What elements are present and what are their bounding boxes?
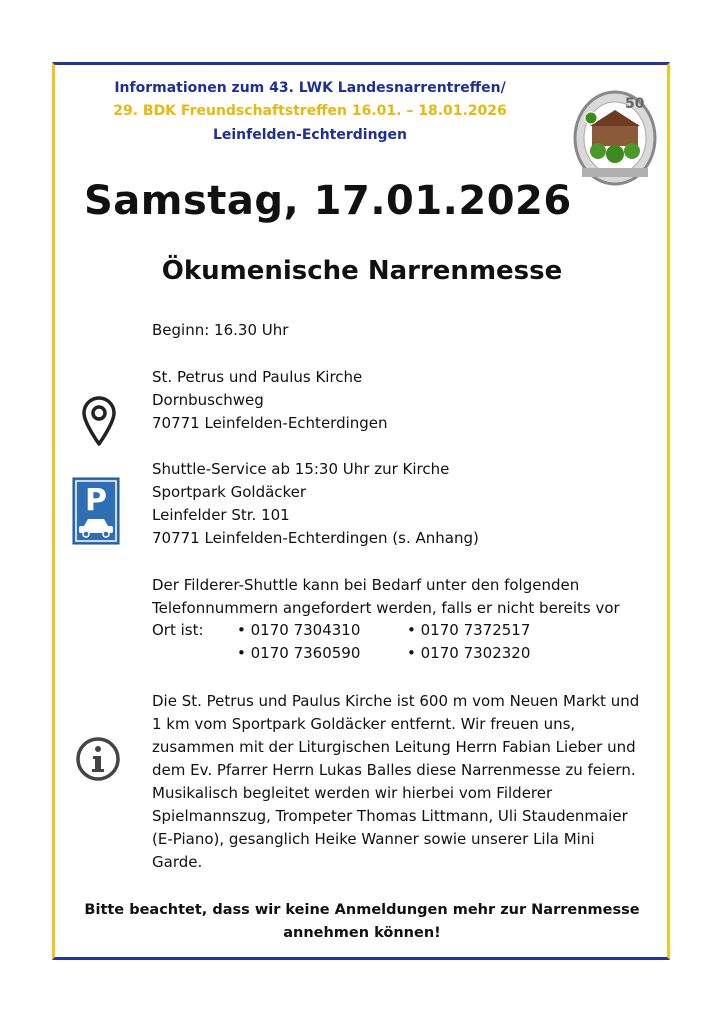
info-line: Die St. Petrus und Paulus Kirche ist 600 m vom Neuen Markt und	[152, 692, 640, 710]
shuttle-block	[152, 574, 620, 620]
shuttle-line-1: Der Filderer-Shuttle kann bei Bedarf unter den folgenden	[152, 576, 580, 594]
phone-number-2: • 0170 7372517	[407, 621, 531, 639]
info-line: zusammen mit der Liturgischen Leitung Herrn Fabian Lieber und	[152, 738, 636, 756]
event-title: Ökumenische Narrenmesse	[161, 256, 563, 286]
shuttle-prefix: Ort ist:	[152, 621, 204, 639]
info-icon	[75, 736, 121, 782]
info-line: Musikalisch begleitet werden wir hierbei vom Filderer	[152, 784, 553, 802]
header-line-2: 29. BDK Freundschaftstreffen 16.01. – 18.01.2026	[113, 103, 507, 119]
parking-sign-icon	[72, 477, 120, 545]
logo-badge: 50	[625, 96, 645, 112]
final-note	[70, 899, 654, 945]
date-title: Samstag, 17.01.2026	[84, 178, 572, 224]
parking-sign-letter: P	[85, 483, 107, 518]
shuttle-line-2: Telefonnummern angefordert werden, falls er nicht bereits vor	[152, 599, 620, 617]
location-pin-icon	[80, 395, 118, 447]
info-block	[152, 690, 639, 874]
info-line: Spielmannszug, Trompeter Thomas Littmann, Uli Staudenmaier	[152, 807, 628, 825]
phone-number-3: • 0170 7360590	[237, 644, 361, 662]
location-line-1: St. Petrus und Paulus Kirche	[152, 368, 363, 386]
parking-block	[152, 458, 479, 550]
parking-line-3: Leinfelder Str. 101	[152, 506, 290, 524]
info-line: (E-Piano), gesanglich Heike Wanner sowie unserer Lila Mini	[152, 830, 595, 848]
phone-number-1: • 0170 7304310	[237, 621, 361, 639]
header-line-1: Informationen zum 43. LWK Landesnarrentreffen/	[114, 80, 506, 96]
phone-number-4: • 0170 7302320	[407, 644, 531, 662]
info-line: 1 km vom Sportpark Goldäcker entfernt. Wir freuen uns,	[152, 715, 576, 733]
final-note-line-2: annehmen können!	[283, 925, 441, 941]
info-line: dem Ev. Pfarrer Herrn Lukas Balles diese Narrenmesse zu feiern.	[152, 761, 636, 779]
location-line-2: Dornbuschweg	[152, 391, 264, 409]
final-note-line-1: Bitte beachtet, dass wir keine Anmeldungen mehr zur Narrenmesse	[84, 902, 640, 918]
info-line: Garde.	[152, 853, 203, 871]
location-block	[152, 366, 388, 435]
parking-line-4: 70771 Leinfelden-Echterdingen (s. Anhang)	[152, 529, 479, 547]
parking-line-2: Sportpark Goldäcker	[152, 483, 307, 501]
header-line-3: Leinfelden-Echterdingen	[212, 127, 408, 143]
landesnarrentreffen-logo	[570, 88, 660, 188]
location-line-3: 70771 Leinfelden-Echterdingen	[152, 414, 388, 432]
logo-building	[592, 124, 638, 146]
parking-line-1: Shuttle-Service ab 15:30 Uhr zur Kirche	[152, 460, 450, 478]
beginn-text: Beginn: 16.30 Uhr	[152, 321, 289, 339]
